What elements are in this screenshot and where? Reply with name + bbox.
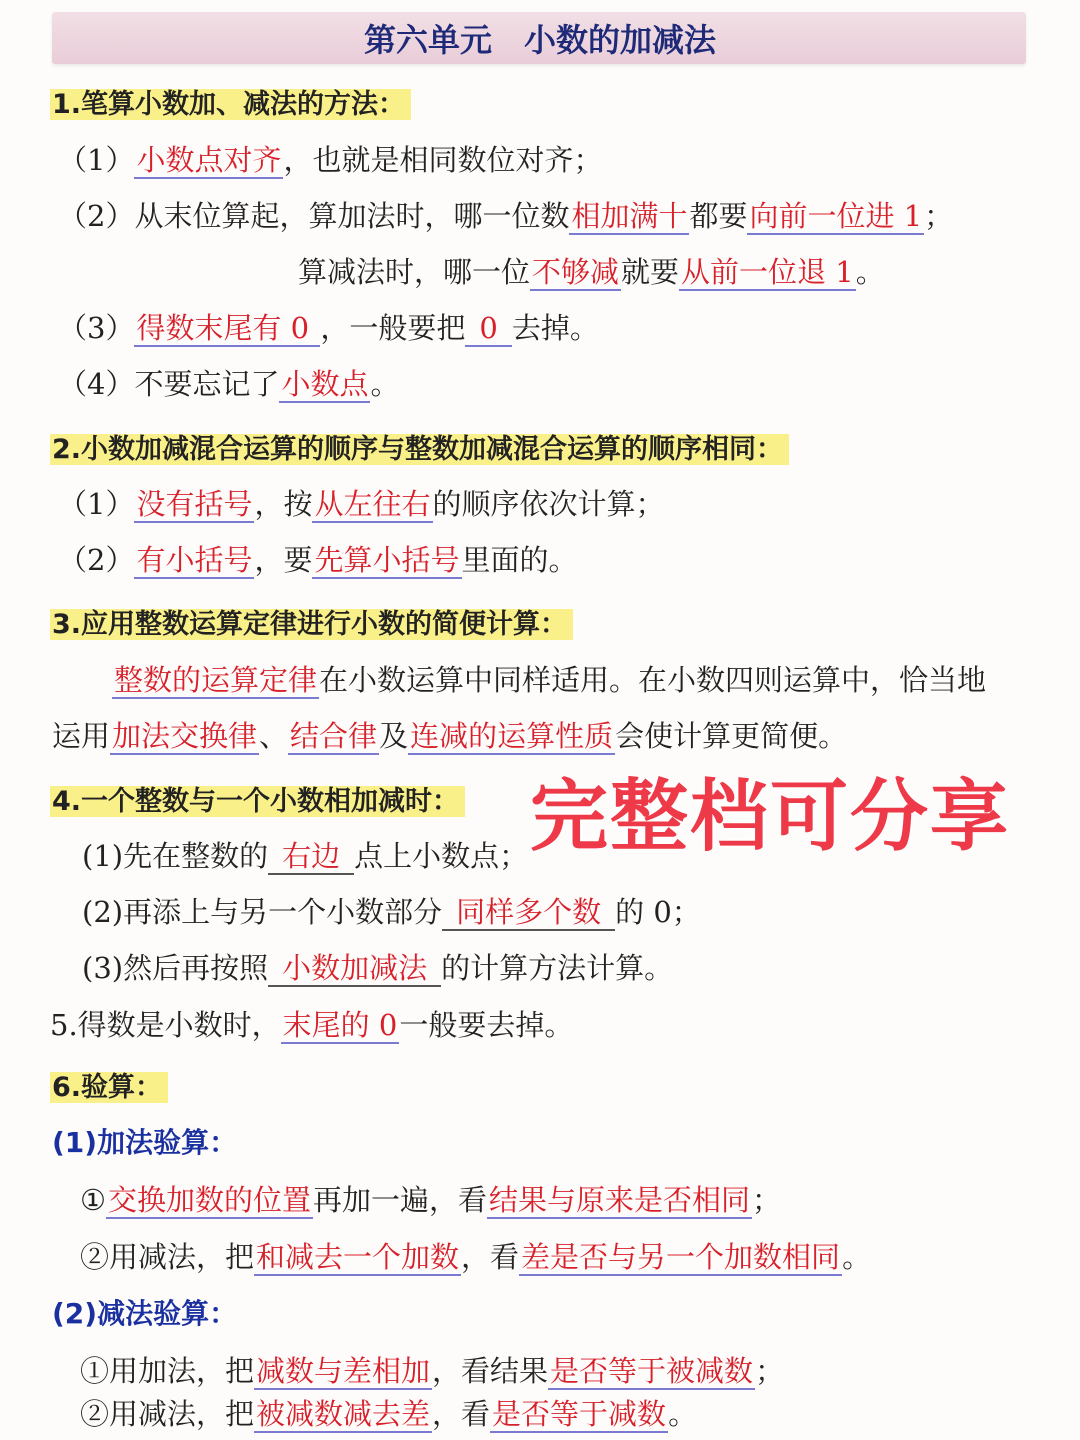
s6-add-line-1: ①交换加数的位置再加一遍，看结果与原来是否相同；	[80, 1183, 782, 1217]
s6-sub-line-1: ①用加法，把减数与差相加，看结果是否等于被减数；	[80, 1354, 785, 1388]
section-3-heading: 3.应用整数运算定律进行小数的简便计算：	[50, 603, 573, 645]
s1-line-2: （2）从末位算起，算加法时，哪一位数相加满十都要向前一位进 1；	[58, 199, 954, 233]
section-1-heading: 1.笔算小数加、减法的方法：	[50, 83, 411, 125]
s1-line-4: （3）得数末尾有 0 ，一般要把 0 去掉。	[58, 311, 599, 345]
s3-line-2: 运用加法交换律、结合律及连减的运算性质会使计算更简便。	[52, 719, 848, 753]
s4-line-2: (2)再添上与另一个小数部分 同样多个数 的 0；	[82, 895, 701, 929]
section-5-line: 5.得数是小数时，末尾的 0一般要去掉。	[50, 1008, 574, 1042]
page-title: 第六单元 小数的加减法	[363, 21, 716, 59]
s1-line-5: （4）不要忘记了小数点。	[58, 367, 400, 401]
subtraction-check-heading: (2)减法验算：	[52, 1297, 238, 1330]
s4-line-3: (3)然后再按照 小数加减法 的计算方法计算。	[82, 951, 674, 985]
s6-add-line-2: ②用减法，把和减去一个加数，看差是否与另一个加数相同。	[80, 1240, 872, 1274]
s6-sub-line-2: ②用减法，把被减数减去差，看是否等于减数。	[80, 1397, 698, 1431]
s3-line-1: 整数的运算定律在小数运算中同样适用。在小数四则运算中，恰当地	[114, 663, 987, 697]
s2-line-2: （2）有小括号，要先算小括号里面的。	[58, 543, 578, 577]
s4-line-1: (1)先在整数的 右边 点上小数点；	[82, 839, 529, 873]
section-6-heading: 6.验算：	[50, 1066, 168, 1108]
section-2-heading: 2.小数加减混合运算的顺序与整数加减混合运算的顺序相同：	[50, 428, 789, 470]
section-4-heading: 4.一个整数与一个小数相加减时：	[50, 780, 465, 822]
s1-line-1: （1）小数点对齐，也就是相同数位对齐；	[58, 143, 603, 177]
s2-line-1: （1）没有括号，按从左往右的顺序依次计算；	[58, 487, 665, 521]
watermark-text: 完整档可分享	[530, 772, 1011, 862]
s1-line-3: 算减法时，哪一位不够减就要从前一位退 1。	[298, 255, 885, 289]
addition-check-heading: (1)加法验算：	[52, 1126, 238, 1159]
